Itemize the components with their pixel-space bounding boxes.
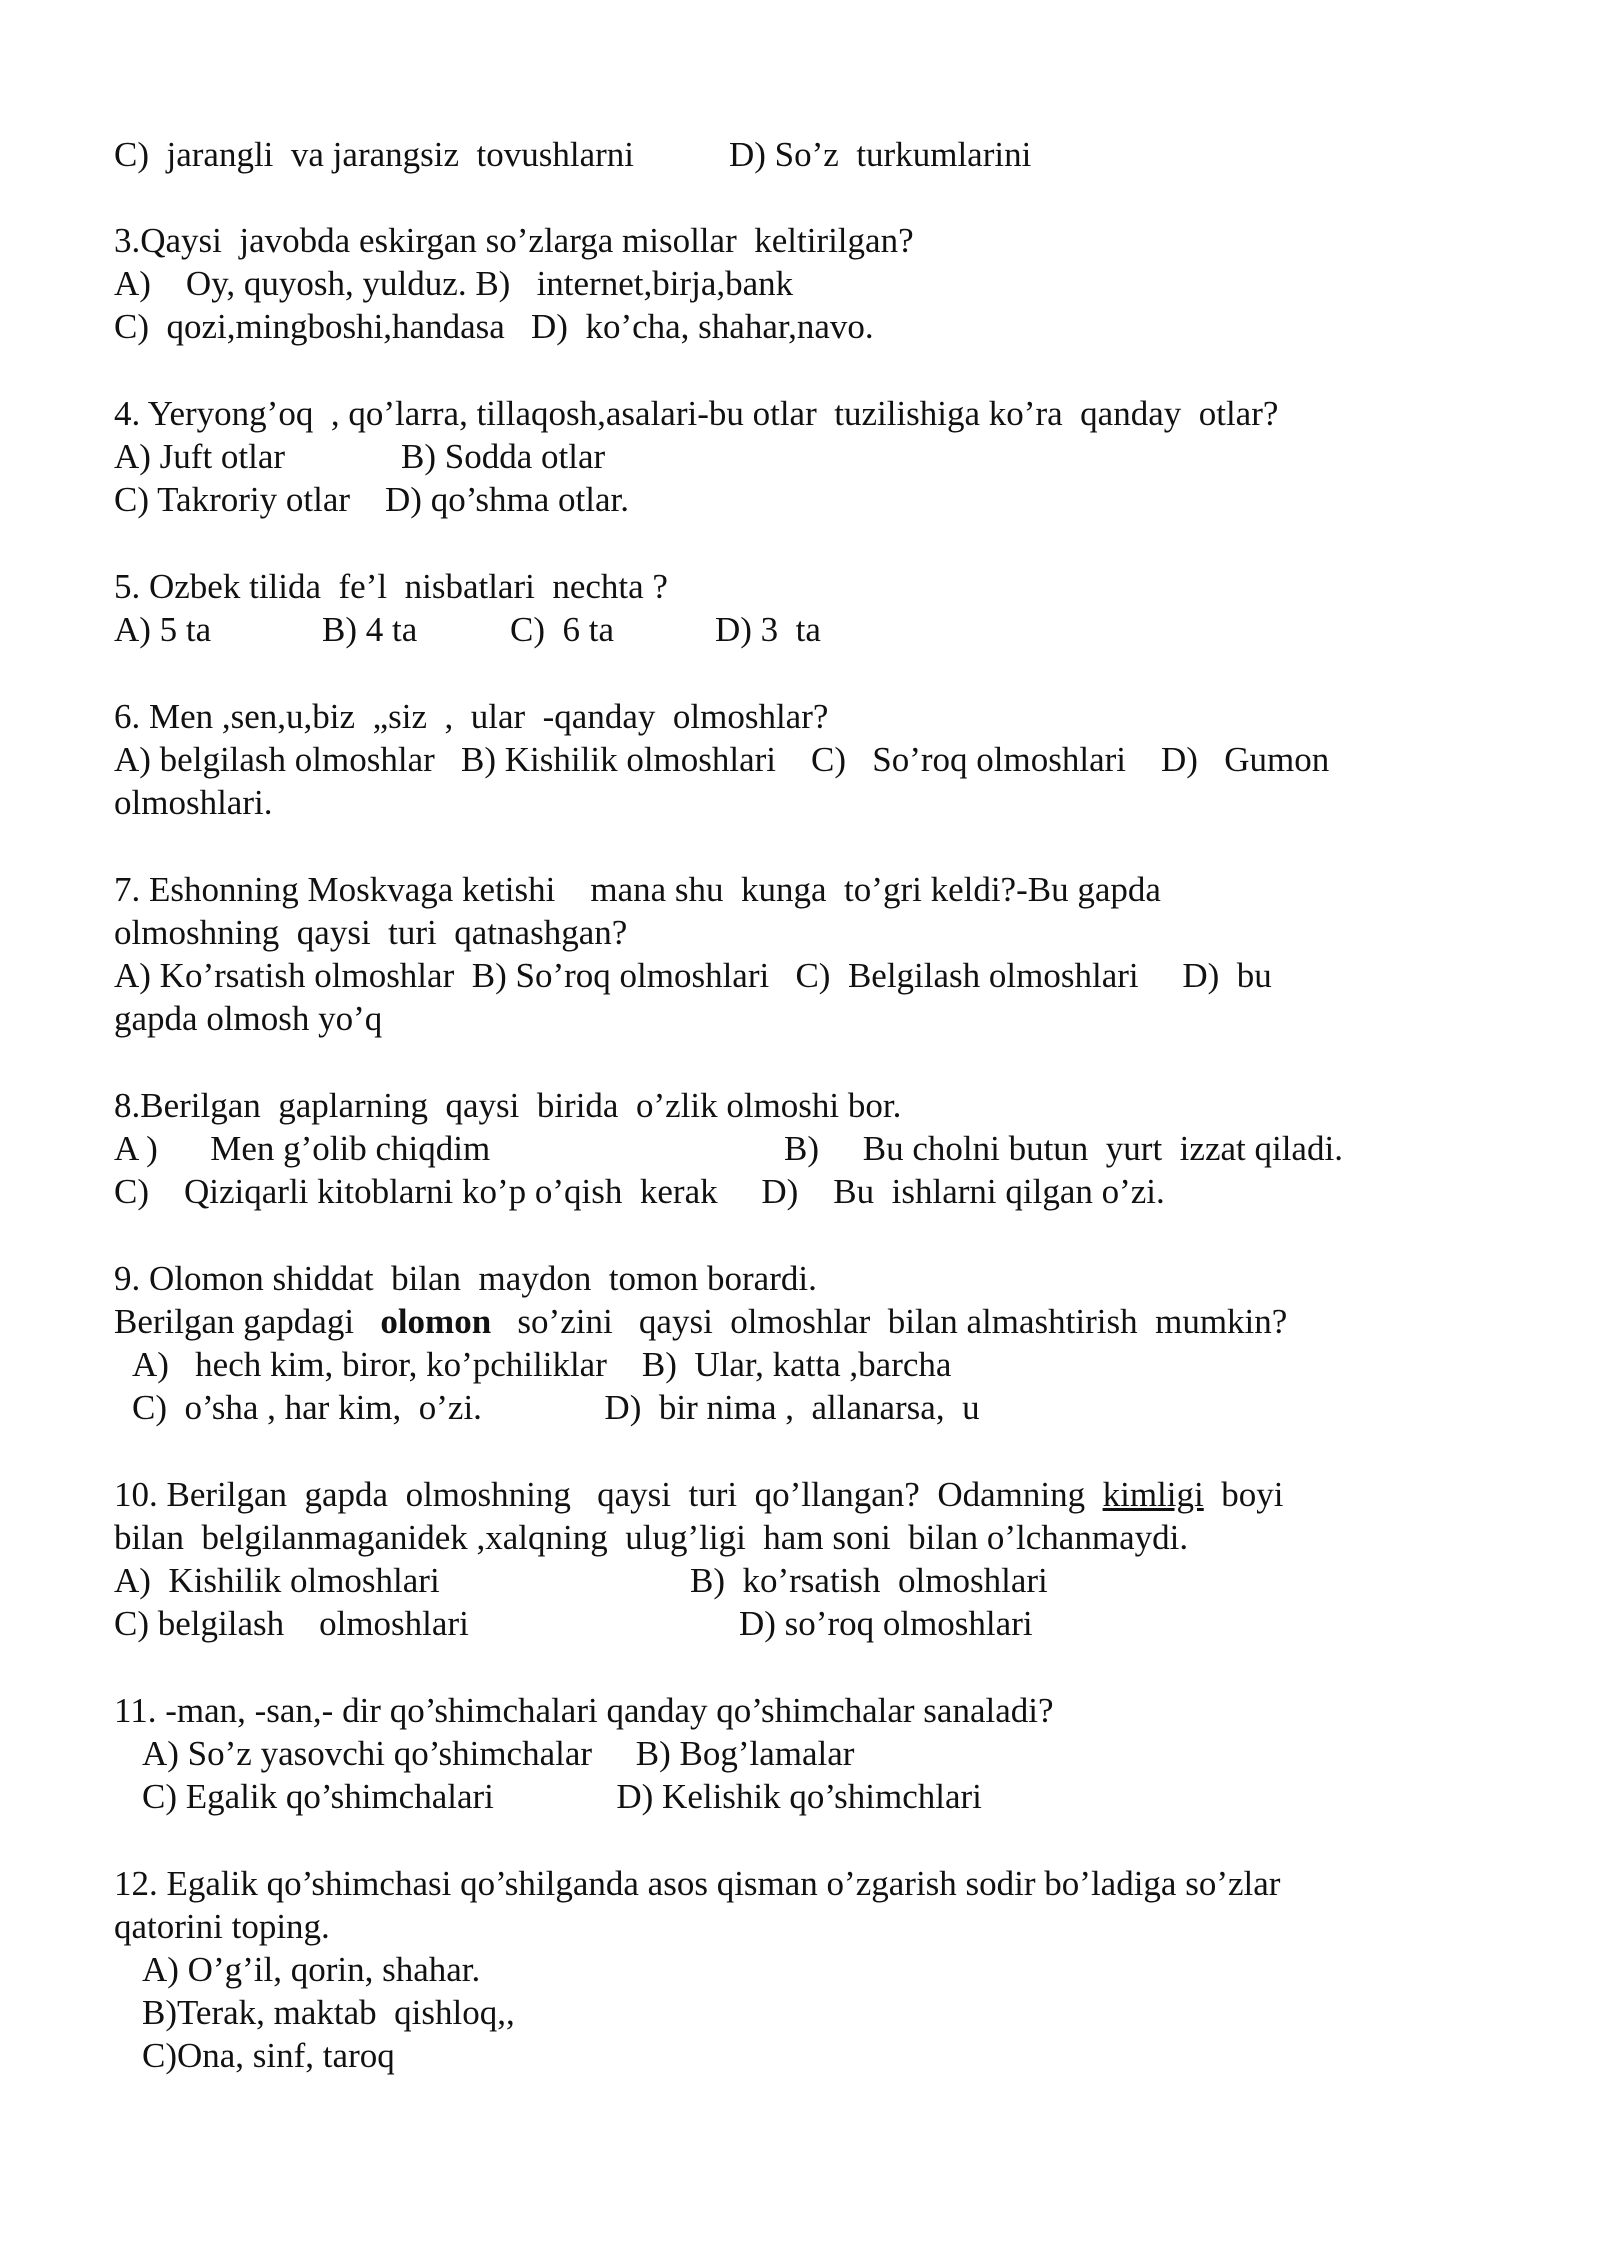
option-line: D) so’roq olmoshlari xyxy=(739,1604,1033,1643)
option-line: A) Ko’rsatish olmoshlar B) So’roq olmoshlari C) Belgilash olmoshlari D) bu xyxy=(114,956,1272,995)
q10-underlined-word: kimligi xyxy=(1102,1475,1204,1514)
question-12-cont: qatorini toping. xyxy=(114,1907,330,1946)
option-line: gapda olmosh yo’q xyxy=(114,999,383,1038)
option-line: A) 5 ta xyxy=(114,610,212,649)
option-line: C) Takroriy otlar D) qo’shma otlar. xyxy=(114,480,630,519)
q9-text-post: so’zini qaysi olmoshlar bilan almashtirish mumkin? xyxy=(491,1302,1288,1341)
q10-text-pre: 10. Berilgan gapda olmoshning qaysi turi qo’llangan? Odamning xyxy=(114,1475,1103,1514)
option-line: B) ko’rsatish olmoshlari xyxy=(690,1561,1048,1600)
option-line: C)Ona, sinf, taroq xyxy=(142,2036,395,2075)
question-4: 4. Yeryong’oq , qo’larra, tillaqosh,asalari-bu otlar tuzilishiga ko’ra qanday otlar? xyxy=(114,394,1279,433)
q10-text-post: boyi xyxy=(1203,1475,1284,1514)
option-line: A) So’z yasovchi qo’shimchalar B) Bog’lamalar xyxy=(142,1734,855,1773)
option-line: C) Qiziqarli kitoblarni ko’p o’qish kerak D) Bu ishlarni qilgan o’zi. xyxy=(114,1172,1165,1211)
option-line: A) Juft otlar xyxy=(114,437,286,476)
option-line: C) qozi,mingboshi,handasa D) ko’cha, shahar,navo. xyxy=(114,307,874,346)
question-11: 11. -man, -san,- dir qo’shimchalari qanday qo’shimchalar sanaladi? xyxy=(114,1691,1054,1730)
option-line: B) Bu cholni butun yurt izzat qiladi. xyxy=(784,1129,1343,1168)
option-line: A) O’g’il, qorin, shahar. xyxy=(142,1950,481,1989)
q9-text-pre: Berilgan gapdagi xyxy=(114,1302,381,1341)
option-line: D) So’z turkumlarini xyxy=(729,135,1032,174)
option-line: C) Egalik qo’shimchalari D) Kelishik qo’shimchlari xyxy=(142,1777,982,1816)
question-9-cont xyxy=(114,1302,1287,1342)
question-3: 3.Qaysi javobda eskirgan so’zlarga misollar keltirilgan? xyxy=(114,221,914,260)
option-line: A ) Men g’olib chiqdim xyxy=(114,1129,491,1168)
option-line: olmoshlari. xyxy=(114,783,273,822)
question-9: 9. Olomon shiddat bilan maydon tomon borardi. xyxy=(114,1259,817,1298)
option-line: B)Terak, maktab qishloq,, xyxy=(142,1993,515,2032)
question-10 xyxy=(114,1475,1283,1515)
question-7: 7. Eshonning Moskvaga ketishi mana shu kunga to’gri keldi?-Bu gapda xyxy=(114,870,1161,909)
question-12: 12. Egalik qo’shimchasi qo’shilganda asos qisman o’zgarish sodir bo’ladiga so’zlar xyxy=(114,1864,1281,1903)
option-line: C) jarangli va jarangsiz tovushlarni xyxy=(114,135,634,174)
question-10-cont: bilan belgilanmaganidek ,xalqning ulug’ligi ham soni bilan o’lchanmaydi. xyxy=(114,1518,1189,1557)
question-8: 8.Berilgan gaplarning qaysi birida o’zlik olmoshi bor. xyxy=(114,1086,902,1125)
option-line: D) 3 ta xyxy=(715,610,821,649)
option-line: C) o’sha , har kim, o’zi. D) bir nima , allanarsa, u xyxy=(132,1388,980,1427)
option-line: A) belgilash olmoshlar B) Kishilik olmoshlari C) So’roq olmoshlari D) Gumon xyxy=(114,740,1330,779)
option-line: A) hech kim, biror, ko’pchiliklar B) Ular, katta ,barcha xyxy=(132,1345,952,1384)
q9-bold-word: olomon xyxy=(380,1302,492,1341)
question-7-cont: olmoshning qaysi turi qatnashgan? xyxy=(114,913,628,952)
question-5: 5. Ozbek tilida fe’l nisbatlari nechta ? xyxy=(114,567,668,606)
option-line: A) Kishilik olmoshlari xyxy=(114,1561,440,1600)
option-line: A) Oy, quyosh, yulduz. B) internet,birja,bank xyxy=(114,264,794,303)
option-line: B) Sodda otlar xyxy=(401,437,606,476)
option-line: B) 4 ta xyxy=(322,610,418,649)
option-line: C) 6 ta xyxy=(510,610,615,649)
question-6: 6. Men ,sen,u,biz „siz , ular -qanday olmoshlar? xyxy=(114,697,829,736)
option-line: C) belgilash olmoshlari xyxy=(114,1604,469,1643)
